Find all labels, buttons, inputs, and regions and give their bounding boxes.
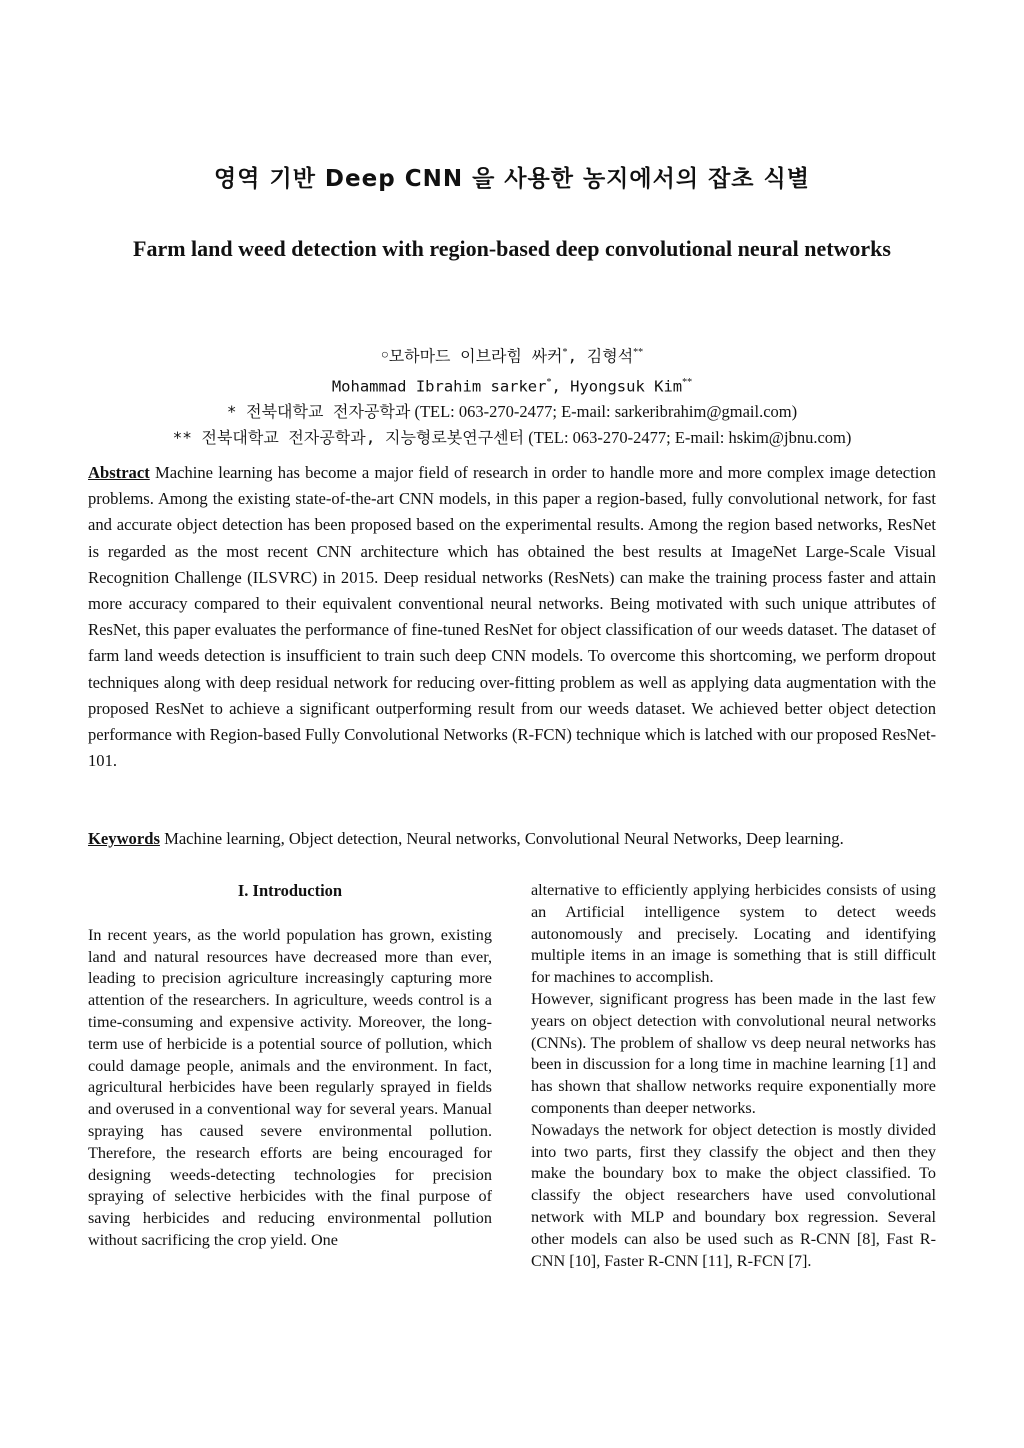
keywords (88, 826, 948, 852)
abstract (88, 460, 936, 774)
author-b-sup-ko: ** (633, 347, 644, 358)
affiliation-2-name: ** 전북대학교 전자공학과, 지능형로봇연구센터 (172, 428, 525, 447)
left-column (88, 880, 492, 1252)
author-a-sup: * (546, 376, 552, 388)
korean-author-a: 모하마드 이브라힘 싸커 (388, 346, 563, 366)
right-column (531, 880, 936, 1272)
korean-author-b: , 김형석 (567, 346, 634, 366)
keywords-text: Machine learning, Object detection, Neural networks, Convolutional Neural Networks, Deep learning. (164, 829, 844, 848)
roman-author-line (0, 370, 1024, 400)
author-block (0, 340, 1024, 451)
section-heading-introduction: I. Introduction (237, 881, 343, 900)
roman-author-b: , Hyongsuk Kim (551, 377, 683, 395)
abstract-text: Machine learning has become a major field of research in order to handle more and more complex image detection problems. Among the existing state-of-the-art CNN models, in this paper a region-based, fully convolutional network, for fast and accurate object detection has been proposed based on the experimental results. Among the region based networks, ResNet is regarded as the most recent CNN architecture which has obtained the best results at ImageNet Large-Scale Visual Recognition Challenge (ILSVRC) in 2015. Deep residual networks (ResNets) can make the training process faster and attain more accuracy compared to their equivalent conventional neural networks. Being motivated with such unique attributes of ResNet, this paper evaluates the performance of fine-tuned ResNet for object classification of our weeds dataset. The dataset of farm land weeds detection is insufficient to train such deep CNN models. To overcome this shortcoming, we perform dropout techniques along with deep residual network for reducing over-fitting problem as well as applying data augmentation with the proposed ResNet to achieve a significant outperforming result from our weeds dataset. We achieved better object detection performance with Region-based Fully Convolutional Networks (R-FCN) technique which is latched with our proposed ResNet-101. (88, 463, 936, 771)
affiliation-1-name: * 전북대학교 전자공학과 (226, 402, 411, 421)
korean-title: 영역 기반 Deep CNN 을 사용한 농지에서의 잡초 식별 (214, 166, 810, 192)
intro-paragraph-1: In recent years, as the world population has grown, existing land and natural resources have decreased more than ever, leading to precision agriculture increasingly capturing more attention of the researchers. In agriculture, weeds control is a time-consuming and expensive activity. Moreover, the long-term use of herbicide is a potential source of pollution, which could damage people, animals and the environment. In fact, agricultural herbicides have been regularly sprayed in fields and overused in a conventional way for several years. Manual spraying has caused severe environmental pollution. Therefore, the research efforts are being encouraged for designing weeds-detecting technologies for precision spraying of selective herbicides with the final purpose of saving herbicides and reducing environmental pollution without sacrificing the crop yield. One (88, 925, 492, 1249)
intro-paragraph-4: Nowadays the network for object detection is mostly divided into two parts, first they classify the object and then they make the boundary box to make the object classified. To classify the object researchers have used convolutional network with MLP and boundary box regression. Several other models can also be used such as R-CNN [8], Fast R-CNN [10], Faster R-CNN [11], R-FCN [7]. (531, 1120, 936, 1270)
affiliation-2-contact: (TEL: 063-270-2477; E-mail: hskim@jbnu.com) (528, 428, 852, 447)
intro-paragraph-3: However, significant progress has been made in the last few years on object detection with convolutional neural networks (CNNs). The problem of shallow vs deep neural networks has been in discussion for a long time in machine learning [1] and has shown that shallow networks require exponentially more components than deeper networks. (531, 989, 936, 1117)
author-a-sup-ko: * (562, 347, 568, 358)
english-title: Farm land weed detection with region-based deep convolutional neural networks (133, 236, 891, 261)
keywords-label: Keywords (88, 829, 160, 848)
affiliation-1-contact: (TEL: 063-270-2477; E-mail: sarkeribrahim@gmail.com) (414, 402, 798, 421)
roman-author-a: Mohammad Ibrahim sarker (331, 377, 547, 395)
intro-paragraph-2: alternative to efficiently applying herbicides consists of using an Artificial intelligence system to detect weeds autonomously and precisely. Locating and identifying multiple items in an image is something that is still difficult for machines to accomplish. (531, 881, 936, 987)
affiliation-1 (0, 399, 1024, 425)
abstract-label: Abstract (88, 463, 150, 482)
presenter-mark: ○ (380, 346, 389, 362)
korean-author-line (0, 340, 1024, 370)
affiliation-2 (0, 425, 1024, 451)
author-b-sup: ** (682, 376, 693, 388)
